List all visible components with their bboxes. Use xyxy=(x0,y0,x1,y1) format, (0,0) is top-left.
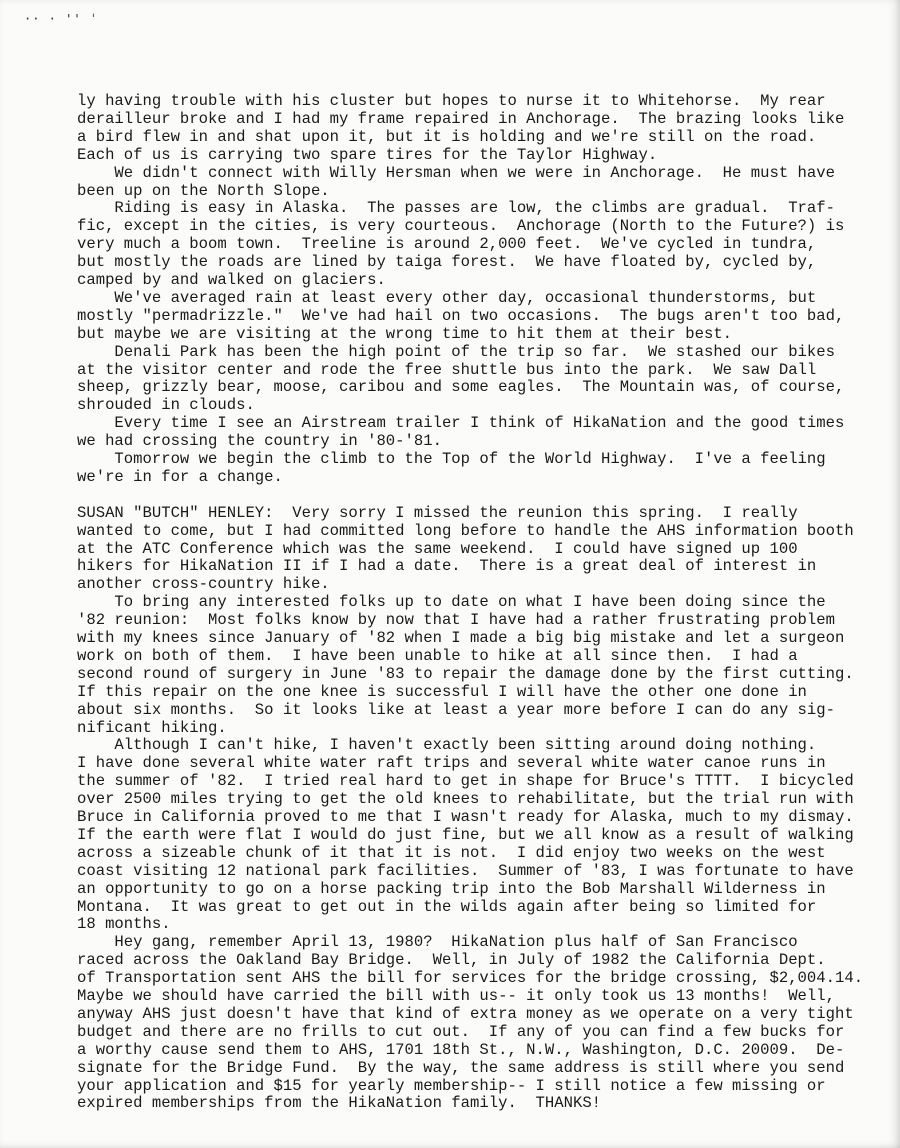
text-line: sheep, grizzly bear, moose, caribou and some eagles. The Mountain was, of course, xyxy=(77,378,845,397)
text-line: derailleur broke and I had my frame repaired in Anchorage. The brazing looks like xyxy=(77,109,845,128)
text-line: SUSAN "BUTCH" HENLEY: Very sorry I missed the reunion this spring. I really xyxy=(77,503,798,522)
text-line: Bruce in California proved to me that I wasn't ready for Alaska, much to my dismay. xyxy=(77,808,854,826)
text-line: across a sizeable chunk of it that it is not. I did enjoy two weeks on the west xyxy=(77,843,826,862)
text-line: If the earth were flat I would do just fine, but we all know as a result of walking xyxy=(77,825,854,844)
text-line: shrouded in clouds. xyxy=(77,396,255,415)
text-line: a bird flew in and shat upon it, but it is holding and we're still on the road. xyxy=(77,127,817,146)
text-line: fic, except in the cities, is very courteous. Anchorage (North to the Future?) is xyxy=(77,217,845,236)
text-line: Tomorrow we begin the climb to the Top of the World Highway. I've a feeling xyxy=(77,450,826,468)
text-line: very much a boom town. Treeline is around 2,000 feet. We've cycled in tundra, xyxy=(77,235,817,254)
text-line: Although I can't hike, I haven't exactly been sitting around doing nothing. xyxy=(77,736,817,755)
text-line: ly having trouble with his cluster but hopes to nurse it to Whitehorse. My rear xyxy=(77,92,826,110)
text-line: Montana. It was great to get out in the wilds again after being so limited for xyxy=(77,897,817,916)
text-line: been up on the North Slope. xyxy=(77,181,330,200)
text-line: with my knees since January of '82 when I made a big big mistake and let a surgeon xyxy=(77,629,845,647)
text-line: I have done several white water raft trips and several white water canoe runs in xyxy=(77,754,826,773)
text-line: anyway AHS just doesn't have that kind of extra money as we operate on a very tight xyxy=(77,1004,854,1023)
text-line: a worthy cause send them to AHS, 1701 18th St., N.W., Washington, D.C. 20009. De- xyxy=(77,1040,845,1059)
text-line: Every time I see an Airstream trailer I think of HikaNation and the good times xyxy=(77,414,845,433)
text-line: Denali Park has been the high point of the trip so far. We stashed our bikes xyxy=(77,342,835,361)
text-line: at the ATC Conference which was the same weekend. I could have signed up 100 xyxy=(77,539,798,558)
text-line: If this repair on the one knee is successful I will have the other one done in xyxy=(77,682,807,701)
corner-marks: ·· · '' ˈ xyxy=(24,12,99,26)
text-line: the summer of '82. I tried real hard to get in shape for Bruce's TTTT. I bicycled xyxy=(77,772,854,791)
text-line: We didn't connect with Willy Hersman when we were in Anchorage. He must have xyxy=(77,163,835,182)
text-line: mostly "permadrizzle." We've had hail on two occasions. The bugs aren't too bad, xyxy=(77,306,845,325)
text-line: camped by and walked on glaciers. xyxy=(77,271,386,289)
text-line: signate for the Bridge Fund. By the way, the same address is still where you send xyxy=(77,1058,845,1077)
text-line: Hey gang, remember April 13, 1980? HikaNation plus half of San Francisco xyxy=(77,933,798,952)
text-line: '82 reunion: Most folks know by now that I have had a rather frustrating problem xyxy=(77,611,835,630)
text-line: hikers for HikaNation II if I had a date. There is a great deal of interest in xyxy=(77,557,817,576)
text-line: raced across the Oakland Bay Bridge. Well, in July of 1982 the California Dept. xyxy=(77,951,826,970)
text-line: Each of us is carrying two spare tires for the Taylor Highway. xyxy=(77,145,658,164)
text-line: at the visitor center and rode the free shuttle bus into the park. We saw Dall xyxy=(77,360,817,379)
text-line: coast visiting 12 national park facilities. Summer of '83, I was fortunate to have xyxy=(77,861,854,880)
text-line: nificant hiking. xyxy=(77,718,227,737)
text-line: we had crossing the country in '80-'81. xyxy=(77,432,442,451)
text-line: Maybe we should have carried the bill with us-- it only took us 13 months! Well, xyxy=(77,987,835,1005)
text-line: your application and $15 for yearly membership-- I still notice a few missing or xyxy=(77,1076,826,1095)
text-line: To bring any interested folks up to date on what I have been doing since the xyxy=(77,593,826,612)
text-line: an opportunity to go on a horse packing trip into the Bob Marshall Wilderness in xyxy=(77,879,826,898)
text-line: of Transportation sent AHS the bill for services for the bridge crossing, $2,004.14. xyxy=(77,969,864,988)
text-line: 18 months. xyxy=(77,915,171,934)
text-line: expired memberships from the HikaNation family. THANKS! xyxy=(77,1094,602,1113)
text-line: about six months. So it looks like at least a year more before I can do any sig- xyxy=(77,700,835,719)
text-line: wanted to come, but I had committed long before to handle the AHS information booth xyxy=(77,521,854,540)
text-line: but maybe we are visiting at the wrong time to hit them at their best. xyxy=(77,324,733,343)
text-line: We've averaged rain at least every other day, occasional thunderstorms, but xyxy=(77,288,817,307)
text-line: another cross-country hike. xyxy=(77,575,330,594)
text-line: budget and there are no frills to cut out. If any of you can find a few bucks for xyxy=(77,1022,845,1041)
text-line: second round of surgery in June '83 to repair the damage done by the first cutting. xyxy=(77,664,854,683)
text-line: over 2500 miles trying to get the old knees to rehabilitate, but the trial run with xyxy=(77,790,854,809)
text-line: Riding is easy in Alaska. The passes are low, the climbs are gradual. Traf- xyxy=(77,199,835,218)
text-line: but mostly the roads are lined by taiga forest. We have floated by, cycled by, xyxy=(77,253,817,272)
text-line: work on both of them. I have been unable to hike at all since then. I had a xyxy=(77,646,798,665)
text-line: we're in for a change. xyxy=(77,467,283,486)
